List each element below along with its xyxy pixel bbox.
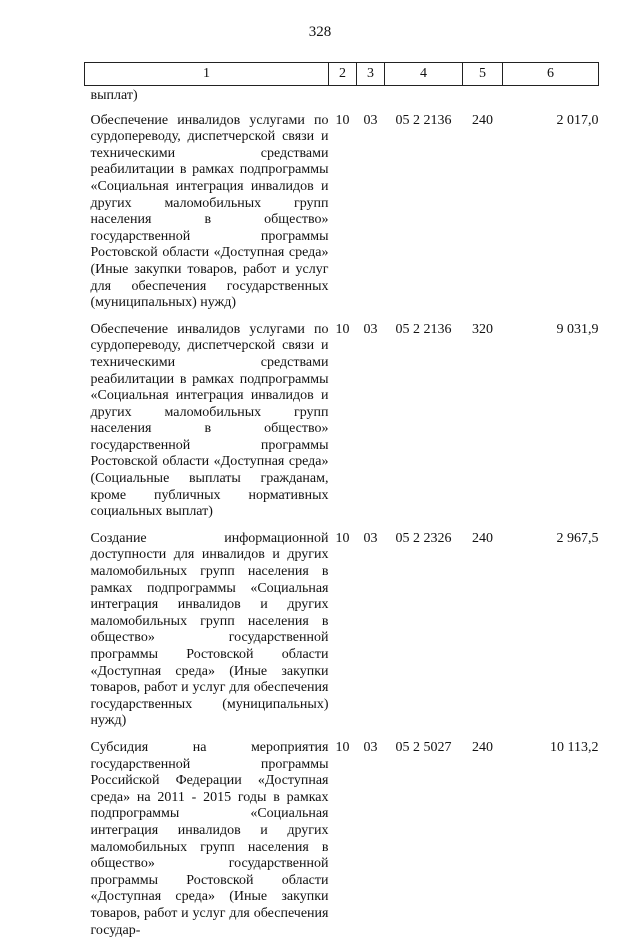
page-number: 328 — [308, 24, 332, 40]
row-target-article: 05 2 2136 — [395, 321, 452, 337]
row-description: Обеспечение инвалидов услугами по сурдопереводу, диспетчерской связи и техническими средствами реабилитации в рамках подпрограммы «Социальная интеграция инвалидов и других маломобильных групп населения в общество» государственной программы Ростовской области «Доступная среда» (Иные закупки товаров, работ и услуг для обеспечения государственных (муниципальных) нужд) — [90, 112, 329, 311]
row-section: 10 — [335, 530, 350, 546]
row-expense-type: 320 — [472, 321, 493, 337]
table-row — [85, 521, 599, 730]
table-row — [85, 730, 599, 939]
row-target-article: 05 2 2326 — [395, 530, 452, 546]
header-col-2: 2 — [329, 63, 357, 86]
row-section: 10 — [335, 739, 350, 755]
row-description: Обеспечение инвалидов услугами по сурдопереводу, диспетчерской связи и техническими средствами реабилитации в рамках подпрограммы «Социальная интеграция инвалидов и других маломобильных групп населения в общество» государственной программы Ростовской области «Доступная среда» (Социальные выплаты гражданам, кроме публичных нормативных социальных выплат) — [90, 321, 329, 520]
row-subsection: 03 — [363, 739, 378, 755]
row-subsection: 03 — [363, 530, 378, 546]
row-section: 10 — [335, 112, 350, 128]
carryover-row — [85, 86, 599, 105]
row-target-article: 05 2 5027 — [395, 739, 452, 755]
header-row — [85, 63, 599, 86]
header-col-4: 4 — [385, 63, 463, 86]
row-amount: 2 017,0 — [556, 112, 599, 128]
row-description: Субсидия на мероприятия государственной программы Российской Федерации «Доступная среда» на 2011 - 2015 годы в рамках подпрограммы «Социальная интеграция инвалидов и других маломобильных групп населения в общество» государственной программы Ростовской области «Доступная среда» (Иные закупки товаров, работ и услуг для обеспечения государ- — [90, 739, 329, 938]
header-col-6: 6 — [503, 63, 599, 86]
row-expense-type: 240 — [472, 112, 493, 128]
row-amount: 2 967,5 — [556, 530, 599, 546]
carryover-text: выплат) — [90, 88, 138, 103]
row-subsection: 03 — [363, 112, 378, 128]
budget-table — [84, 62, 599, 939]
row-expense-type: 240 — [472, 530, 493, 546]
header-col-1: 1 — [85, 63, 329, 86]
row-description: Создание информационной доступности для инвалидов и других маломобильных групп населения в рамках подпрограммы «Социальная интеграция инвалидов и других маломобильных групп населения в общество» государственной программы Ростовской области «Доступная среда» (Иные закупки товаров, работ и услуг для обеспечения государственных (муниципальных) нужд) — [90, 530, 329, 729]
table-row — [85, 105, 599, 312]
row-amount: 10 113,2 — [550, 739, 599, 755]
row-target-article: 05 2 2136 — [395, 112, 452, 128]
row-expense-type: 240 — [472, 739, 493, 755]
row-section: 10 — [335, 321, 350, 337]
row-amount: 9 031,9 — [556, 321, 599, 337]
header-col-5: 5 — [463, 63, 503, 86]
table-row — [85, 312, 599, 521]
header-col-3: 3 — [357, 63, 385, 86]
row-subsection: 03 — [363, 321, 378, 337]
